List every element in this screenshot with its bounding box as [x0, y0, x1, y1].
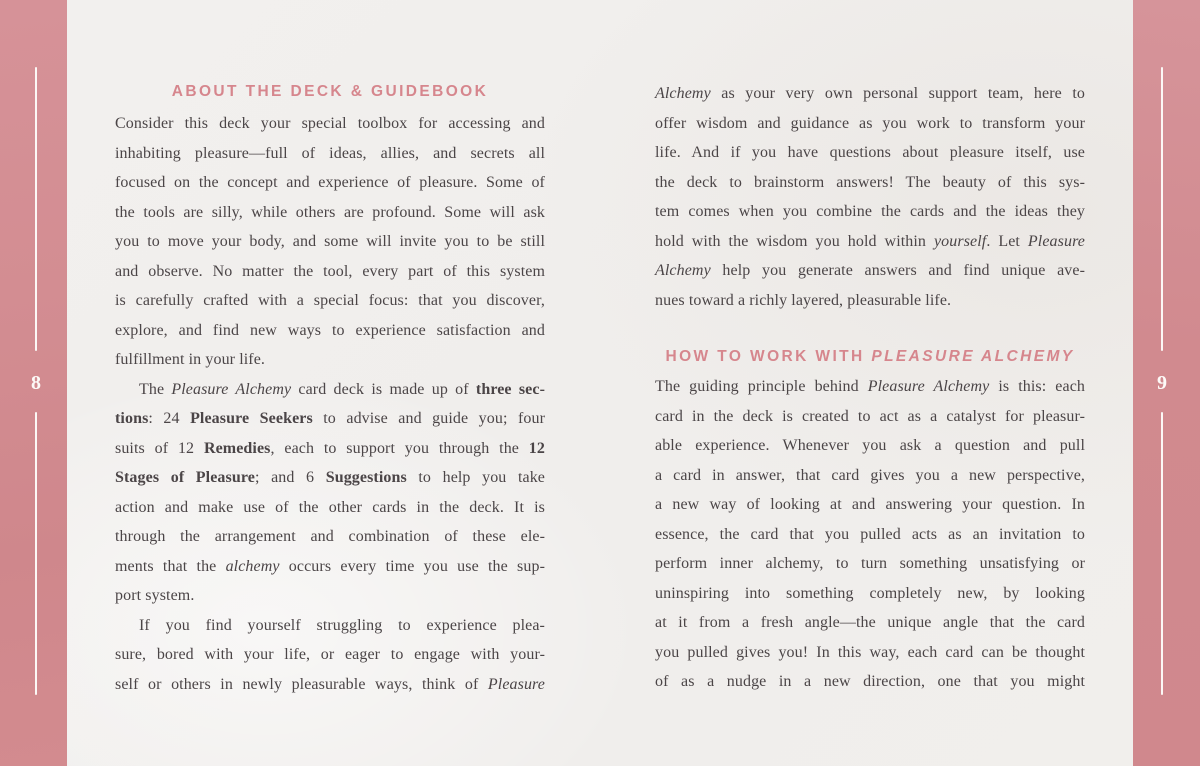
right-page-body-top [655, 84, 1085, 320]
text-line [115, 321, 545, 351]
text-line [115, 409, 545, 439]
text-segment: 12 [528, 439, 545, 457]
page-number-right: 9 [1157, 372, 1167, 394]
text-segment: ABOUT THE DECK & GUIDEBOOK [171, 83, 489, 100]
right-divider-rule-top [1161, 67, 1163, 351]
text-segment: Pleasure Seekers [190, 410, 313, 427]
text-segment: sure, bored with your life, or eager to engage with your- [115, 646, 545, 663]
text-line [655, 525, 1085, 555]
text-segment: Stages of Pleasure [115, 469, 255, 486]
text-segment: offer wisdom and guidance as you work to transform your [655, 114, 1085, 132]
text-line [655, 232, 1085, 262]
text-segment: three sec- [475, 380, 546, 398]
text-line [655, 377, 1085, 407]
text-segment: a card in answer, that card gives you a new perspective, [655, 466, 1085, 484]
section-heading-about-deck [115, 83, 545, 101]
page-number-left: 8 [31, 372, 41, 394]
text-segment: hold with the wisdom you hold within [655, 232, 934, 250]
text-line [115, 203, 545, 233]
text-line [115, 557, 545, 587]
text-segment: you pulled gives you! In this way, each card can be thought [655, 643, 1085, 661]
text-segment: Remedies [203, 439, 271, 457]
text-segment: : 24 [148, 410, 191, 427]
text-line [655, 143, 1085, 173]
text-line [115, 291, 545, 321]
text-segment: self or others in newly pleasurable ways, think of [115, 675, 488, 693]
text-segment: action and make use of the other cards in the deck. It is [115, 498, 545, 516]
text-line [115, 586, 545, 616]
text-segment: ments that the [115, 557, 226, 575]
text-line [655, 584, 1085, 614]
text-segment: tem comes when you combine the cards and the ideas they [655, 203, 1085, 220]
text-segment: HOW TO WORK WITH [665, 348, 872, 365]
text-segment: Alchemy [655, 262, 711, 279]
text-segment: Pleasure [1027, 232, 1086, 250]
text-segment: to advise and guide you; four [312, 410, 545, 427]
text-segment: The guiding principle behind [655, 378, 868, 395]
text-segment: a new way of looking at and answering your question. In [655, 496, 1085, 513]
text-segment: suits of 12 [115, 439, 204, 457]
text-segment: the deck to brainstorm answers! The beauty of this sys- [655, 173, 1085, 191]
right-page-body-bottom [655, 377, 1085, 702]
text-segment: Alchemy [655, 85, 711, 102]
text-line [655, 173, 1085, 203]
text-line [655, 554, 1085, 584]
text-line [115, 527, 545, 557]
text-segment: fulfillment in your life. [115, 351, 266, 368]
text-segment: PLEASURE ALCHEMY [871, 348, 1075, 365]
text-segment: as your very own personal support team, here to [710, 85, 1085, 102]
text-line [655, 202, 1085, 232]
text-line [655, 466, 1085, 496]
text-segment: Pleasure Alchemy [867, 378, 990, 395]
text-line [655, 261, 1085, 291]
left-margin-bar [0, 0, 67, 766]
text-segment: is this: each [989, 378, 1085, 395]
text-line [655, 291, 1085, 321]
text-segment: and observe. No matter the tool, every part of this system [115, 262, 545, 280]
text-segment: alchemy [225, 557, 280, 575]
text-segment: If you find yourself struggling to experience plea- [139, 616, 545, 634]
text-segment: Pleasure Alchemy [171, 380, 292, 398]
text-segment: Pleasure [487, 675, 545, 693]
right-divider-rule-bottom [1161, 412, 1163, 695]
text-segment: perform inner alchemy, to turn something unsatisfying or [655, 555, 1085, 572]
text-line [655, 495, 1085, 525]
text-segment: essence, the card that you pulled acts as an invitation to [655, 525, 1085, 543]
text-segment: inhabiting pleasure—full of ideas, allies, and secrets all [115, 144, 545, 162]
text-segment: focused on the concept and experience of pleasure. Some of [115, 174, 545, 191]
text-segment: nues toward a richly layered, pleasurable life. [655, 291, 952, 309]
text-line [655, 613, 1085, 643]
text-segment: yourself [933, 232, 987, 250]
section-heading-how-to-work [655, 348, 1085, 366]
left-page [115, 0, 545, 766]
text-segment: port system. [115, 587, 195, 604]
right-margin-bar [1133, 0, 1200, 766]
text-segment: tions [115, 410, 149, 427]
text-line [655, 84, 1085, 114]
text-line [655, 436, 1085, 466]
text-line [115, 114, 545, 144]
text-line [655, 114, 1085, 144]
text-line [655, 672, 1085, 702]
text-line [115, 144, 545, 174]
text-line [115, 675, 545, 705]
text-line [115, 232, 545, 262]
text-line [115, 173, 545, 203]
page-spread-paper [67, 0, 1133, 766]
text-segment: of as a nudge in a new direction, one that you might [655, 673, 1085, 690]
text-segment: , each to support you through the [270, 439, 529, 457]
text-line [115, 645, 545, 675]
text-line [115, 439, 545, 469]
text-line [115, 616, 545, 646]
text-segment: card deck is made up of [291, 380, 476, 398]
text-line [115, 350, 545, 380]
left-page-body [115, 114, 545, 704]
text-line [115, 262, 545, 292]
text-line [115, 468, 545, 498]
text-line [115, 498, 545, 528]
text-segment: occurs every time you use the sup- [279, 557, 545, 575]
text-line [655, 643, 1085, 673]
text-segment: is carefully crafted with a special focus: that you discover, [115, 292, 545, 309]
text-segment: life. And if you have questions about pleasure itself, use [655, 144, 1085, 161]
text-segment: help you generate answers and find unique ave- [710, 262, 1085, 279]
left-divider-rule-top [35, 67, 37, 351]
left-divider-rule-bottom [35, 412, 37, 695]
text-segment: . Let [986, 232, 1028, 250]
text-segment: able experience. Whenever you ask a question and pull [655, 437, 1085, 454]
right-page [655, 0, 1085, 766]
text-segment: Consider this deck your special toolbox for accessing and [115, 115, 545, 132]
text-segment: to help you take [406, 469, 546, 486]
text-segment: Suggestions [325, 469, 407, 486]
text-segment: uninspiring into something completely new, by looking [655, 584, 1085, 602]
text-segment: ; and 6 [254, 469, 326, 486]
text-segment: The [139, 380, 172, 398]
text-segment: explore, and find new ways to experience satisfaction and [115, 321, 545, 339]
text-line [115, 380, 545, 410]
text-line [655, 407, 1085, 437]
text-segment: card in the deck is created to act as a catalyst for pleasur- [655, 407, 1085, 425]
text-segment: you to move your body, and some will invite you to be still [115, 233, 545, 250]
text-segment: at it from a fresh angle—the unique angle that the card [655, 614, 1085, 631]
text-segment: through the arrangement and combination of these ele- [115, 528, 545, 545]
text-segment: the tools are silly, while others are profound. Some will ask [115, 203, 545, 221]
